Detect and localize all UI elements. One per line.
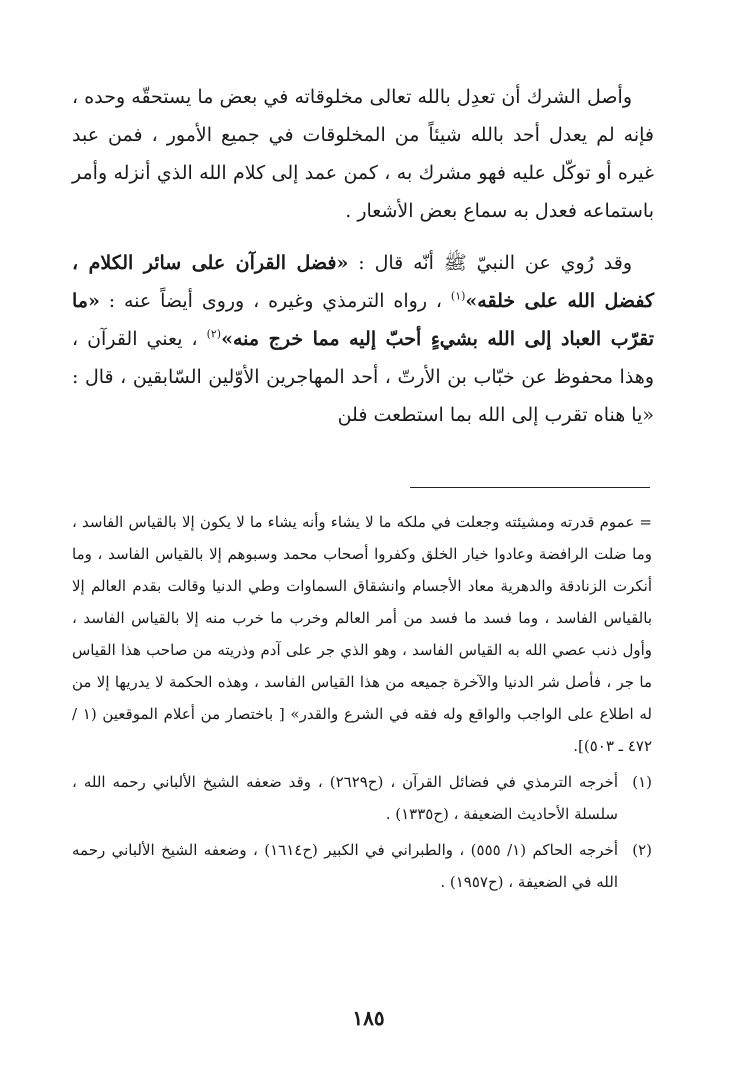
footnotes bbox=[72, 506, 652, 898]
footnote-item bbox=[72, 834, 652, 898]
paragraph-shirk: وأصل الشرك أن تعدِل بالله تعالى مخلوقاته في بعض ما يستحقّه وحده ، فإنه لم يعدل أحد بالله شيئاً من المخلوقات في جميع الأمور ، فمن عبد غيره أو توكّل عليه فهو مشرك به ، كمن عمد إلى كلام الله الذي أنزله وأمر باستماعه فعدل به سماع بعض الأشعار . bbox=[72, 86, 654, 222]
footnote-text: أخرجه الحاكم (١/ ٥٥٥) ، والطبراني في الكبير (ح١٦١٤) ، وضعفه الشيخ الألباني رحمه الله في الضعيفة ، (ح١٩٥٧) . bbox=[72, 841, 618, 891]
page-number: ١٨٥ bbox=[352, 1006, 385, 1030]
footnote-ref[interactable]: (٢) bbox=[206, 327, 222, 341]
footnote-number: (٢) bbox=[632, 841, 652, 859]
paragraph-quran-virtue bbox=[72, 244, 654, 434]
footnote-item bbox=[72, 766, 652, 830]
paragraph-text: وقد رُوي عن النبيّ ﷺ أنّه قال : bbox=[348, 252, 632, 274]
footnote-text: أخرجه الترمذي في فضائل القرآن ، (ح٢٦٢٩) ، وقد ضعفه الشيخ الألباني رحمه الله ، سلسلة الأحاديث الضعيفة ، (ح١٣٣٥) . bbox=[72, 773, 618, 823]
paragraph-text: ، رواه الترمذي وغيره ، وروى أيضاً عنه : bbox=[99, 290, 443, 312]
footnote-continuation: = عموم قدرته ومشيئته وجعلت في ملكه ما لا يشاء وأنه يشاء ما لا يكون إلا بالقياس الفاسد ، وما ضلت الرافضة وعادوا خيار الخلق وكفروا أصحاب محمد وسبوهم إلا بالقياس الفاسد ، وما أنكرت الزنادقة والدهرية معاد الأجسام وانشقاق السماوات وطي الدنيا وقالت بقدم العالم إلا بالقياس الفاسد ، وما فسد ما فسد من أمر العالم وخرب ما خرب منه إلا بالقياس الفاسد ، وأول ذنب عصي الله به القياس الفاسد ، وهو الذي جر على آدم وذريته من صاحب هذا القياس ما جر ، فأصل شر الدنيا والآخرة جميعه من هذا القياس الفاسد ، وهذه الحكمة لا يدريها إلا من له اطلاع على الواجب والواقع وله فقه في الشرع والقدر» [ باختصار من أعلام الموقعين (١ / ٤٧٢ ـ ٥٠٣)]. bbox=[72, 513, 652, 755]
footnote-divider bbox=[410, 487, 650, 488]
hadith-quote: «ما تقرّب العباد إلى الله بشيءٍ أحبّ إليه مما خرج منه» bbox=[72, 290, 654, 350]
main-text bbox=[72, 78, 654, 434]
paragraph-text: ، يعني القرآن ، وهذا محفوظ عن خبّاب بن الأرتّ ، أحد المهاجرين الأوّلين السّابقين ، قال : «يا هناه تقرب إلى الله بما استطعت فلن bbox=[72, 328, 654, 426]
hadith-quote: «فضل القرآن على سائر الكلام ، كفضل الله على خلقه» bbox=[72, 252, 654, 312]
footnote-number: (١) bbox=[632, 773, 652, 791]
footnote-ref[interactable]: (١) bbox=[450, 289, 466, 303]
